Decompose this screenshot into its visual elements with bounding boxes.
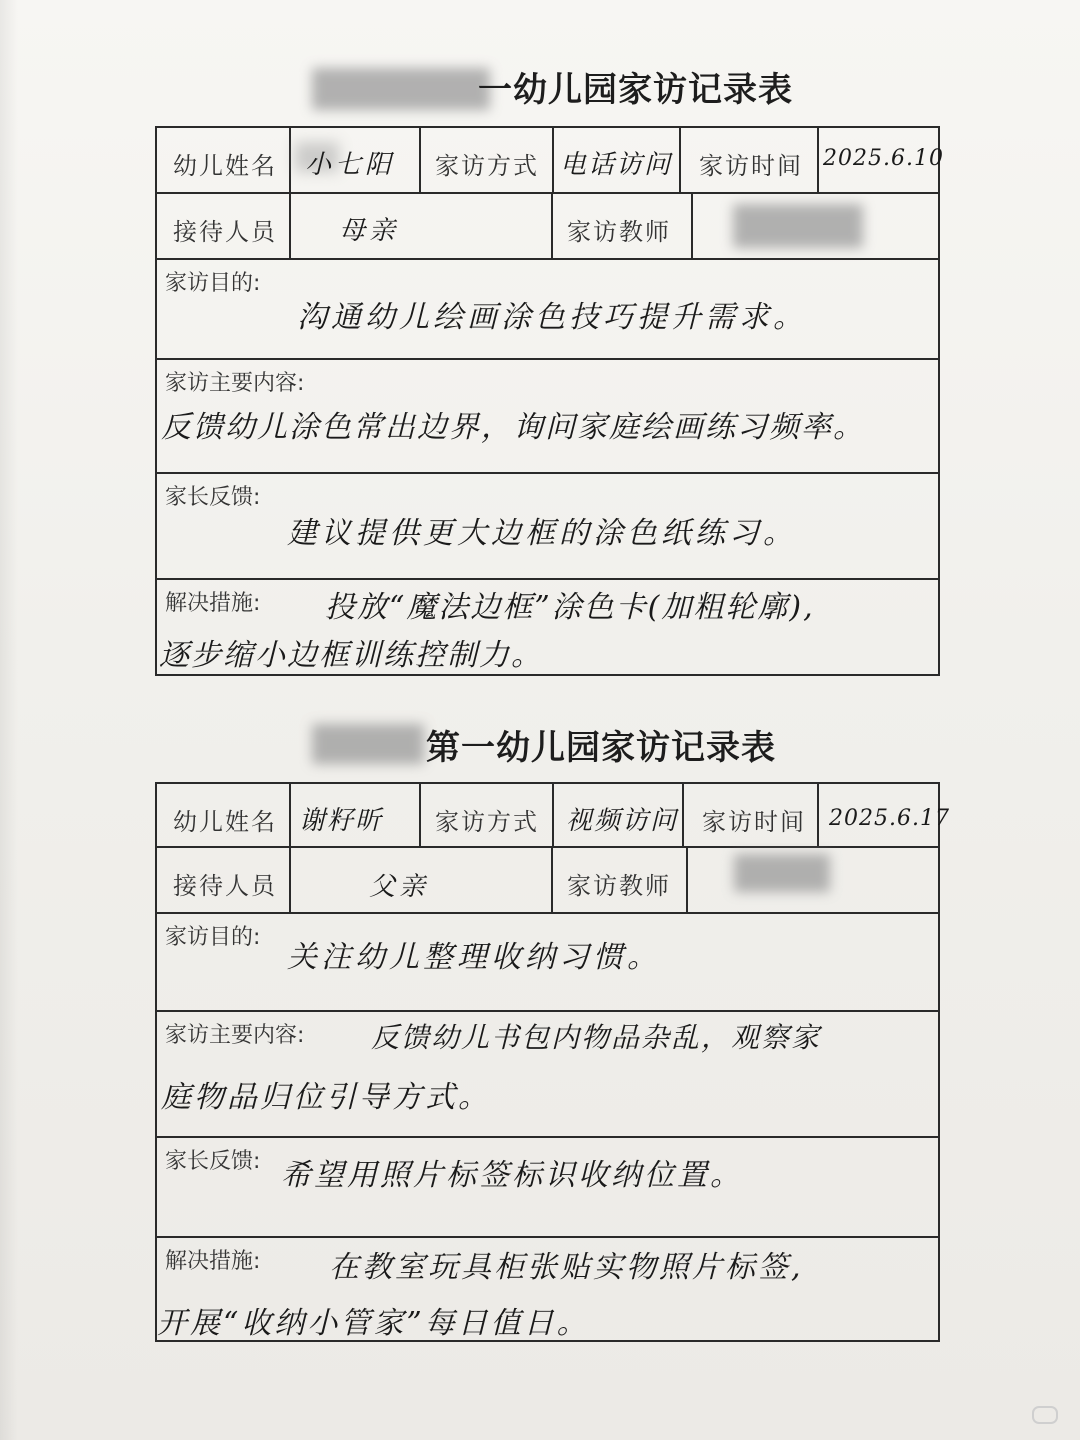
receiver-value: 母亲 — [339, 216, 400, 246]
measures-line2: 逐步缩小边框训练控制力。 — [159, 638, 543, 673]
form-1-title: 一幼儿园家访记录表 — [478, 70, 793, 110]
form-1-row-content — [157, 360, 938, 474]
form-1-table — [155, 126, 944, 676]
form-2-row-measures — [157, 1238, 938, 1342]
form-2-title: 第一幼儿园家访记录表 — [426, 728, 776, 768]
redacted-teacher-name — [733, 204, 863, 248]
label-content: 家访主要内容: — [165, 371, 305, 396]
form-1-row-purpose — [157, 260, 938, 360]
child-name-value: 谢籽昕 — [299, 806, 384, 836]
form-1-row-header — [157, 128, 944, 194]
label-measures: 解决措施: — [165, 591, 261, 616]
label-measures: 解决措施: — [165, 1249, 261, 1274]
form-2-row-feedback — [157, 1138, 938, 1238]
label-visit-time: 家访时间 — [699, 152, 803, 180]
label-feedback: 家长反馈: — [165, 485, 261, 510]
receiver-value: 父亲 — [369, 872, 430, 902]
label-visit-teacher: 家访教师 — [567, 872, 671, 900]
purpose-value: 关注幼儿整理收纳习惯。 — [287, 940, 661, 975]
form-2-table — [155, 782, 950, 1342]
paper-shadow — [0, 0, 18, 1440]
visit-time-value: 2025.6.10 — [823, 146, 944, 171]
form-1-row-feedback — [157, 474, 938, 580]
measures-line1: 在教室玩具柜张贴实物照片标签, — [329, 1250, 804, 1285]
label-visit-method: 家访方式 — [435, 152, 539, 180]
form-2-row-header — [157, 784, 950, 848]
content-line2: 庭物品归位引导方式。 — [161, 1080, 491, 1115]
visit-method-value: 视频访问 — [566, 806, 679, 836]
form-2-row-purpose — [157, 914, 938, 1012]
label-visit-time: 家访时间 — [702, 808, 806, 836]
child-name-value: 小七阳 — [305, 150, 396, 180]
form-2-row-receiver — [157, 848, 938, 914]
label-purpose: 家访目的: — [165, 925, 261, 950]
watermark-icon — [1032, 1406, 1058, 1424]
measures-line1: 投放“魔法边框”涂色卡(加粗轮廓), — [325, 590, 815, 625]
label-feedback: 家长反馈: — [165, 1149, 261, 1174]
label-child-name: 幼儿姓名 — [173, 152, 277, 180]
label-receiver: 接待人员 — [173, 218, 277, 246]
visit-time-value: 2025.6.17 — [829, 806, 950, 831]
label-receiver: 接待人员 — [173, 872, 277, 900]
label-visit-method: 家访方式 — [435, 808, 539, 836]
content-value: 反馈幼儿涂色常出边界，询问家庭绘画练习频率。 — [161, 410, 865, 445]
content-line1: 反馈幼儿书包内物品杂乱，观察家 — [371, 1021, 822, 1054]
form-1-row-receiver — [157, 194, 938, 260]
feedback-value: 建议提供更大边框的涂色纸练习。 — [287, 516, 797, 551]
purpose-value: 沟通幼儿绘画涂色技巧提升需求。 — [297, 300, 807, 335]
label-visit-teacher: 家访教师 — [567, 218, 671, 246]
redacted-school-name-1 — [312, 68, 490, 110]
form-1-row-measures — [157, 580, 938, 676]
redacted-teacher-name — [734, 854, 830, 892]
feedback-value: 希望用照片标签标识收纳位置。 — [281, 1158, 743, 1193]
label-purpose: 家访目的: — [165, 271, 261, 296]
label-content: 家访主要内容: — [165, 1023, 305, 1048]
redacted-school-name-2 — [312, 724, 424, 764]
label-child-name: 幼儿姓名 — [173, 808, 277, 836]
visit-method-value: 电话访问 — [560, 150, 673, 180]
form-2-row-content — [157, 1012, 938, 1138]
measures-line2: 开展“收纳小管家”每日值日。 — [157, 1306, 590, 1341]
